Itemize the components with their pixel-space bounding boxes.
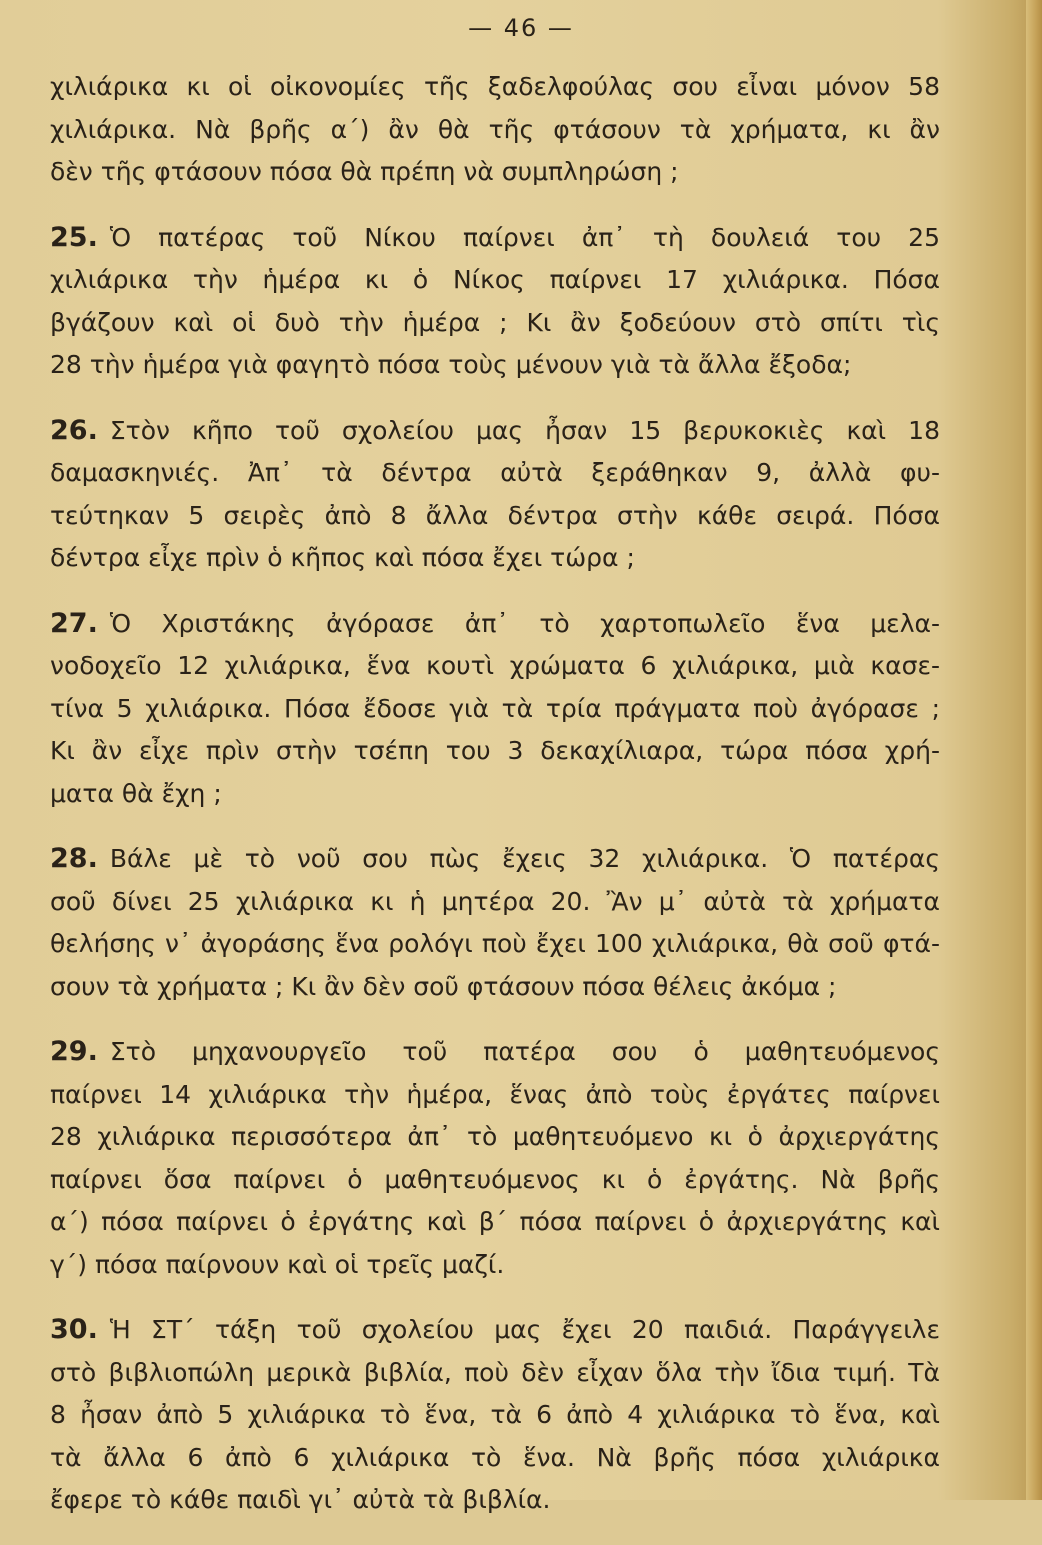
line-text: δαμασκηνιές. Ἀπ᾽ τὰ δέντρα αὐτὰ ξεράθηκαν 9, ἀλλὰ φυ- [50, 458, 940, 487]
text-line [50, 151, 940, 194]
line-text: γ΄) πόσα παίρνουν καὶ οἱ τρεῖς μαζί. [50, 1249, 505, 1279]
line-text: νοδοχεῖο 12 χιλιάρικα, ἕνα κουτὶ χρώματα 6 χιλιάρικα, μιὰ κασε- [50, 651, 940, 680]
line-text: χιλιάρικα κι οἱ οἰκονομίες τῆς ξαδελφούλας σου εἶναι μόνον 58 [50, 72, 940, 101]
line-text: τὰ ἄλλα 6 ἀπὸ 6 χιλιάρικα τὸ ἕνα. Νὰ βρῆς πόσα χιλιάρικα [50, 1442, 940, 1472]
exercise-paragraph [50, 1309, 940, 1522]
line-text: θελήσης ν᾽ ἀγοράσης ἕνα ρολόγι ποὺ ἔχει 100 χιλιάρικα, θὰ σοῦ φτά- [50, 929, 940, 958]
exercise-paragraph [50, 217, 940, 387]
line-text: 28 τὴν ἡμέρα γιὰ φαγητὸ πόσα τοὺς μένουν γιὰ τὰ ἄλλα ἔξοδα; [50, 350, 852, 379]
text-line [50, 537, 940, 580]
text-line [50, 452, 940, 495]
line-text: Ὁ Χριστάκης ἀγόρασε ἀπ᾽ τὸ χαρτοπωλεῖο ἕνα μελα- [109, 608, 940, 638]
text-line [50, 259, 940, 302]
text-line [50, 109, 940, 152]
line-text: χιλιάρικα τὴν ἡμέρα κι ὁ Νίκος παίρνει 17 χιλιάρικα. Πόσα [50, 265, 940, 294]
line-text: Στὸ μηχανουργεῖο τοῦ πατέρα σου ὁ μαθητευόμενος [109, 1037, 940, 1066]
line-text: σουν τὰ χρήματα ; Κι ἂν δὲν σοῦ φτάσουν πόσα θέλεις ἀκόμα ; [50, 971, 837, 1001]
text-line [50, 1352, 940, 1395]
text-line [50, 495, 940, 538]
text-line [50, 410, 940, 453]
line-text: τίνα 5 χιλιάρικα. Πόσα ἔδοσε γιὰ τὰ τρία πράγματα ποὺ ἀγόρασε ; [50, 693, 940, 723]
page-edge [1026, 0, 1042, 1500]
text-line [50, 966, 940, 1009]
line-text: βγάζουν καὶ οἱ δυὸ τὴν ἡμέρα ; Κι ἂν ξοδεύουν στὸ σπίτι τὶς [50, 307, 940, 337]
line-text: Βάλε μὲ τὸ νοῦ σου πὼς ἔχεις 32 χιλιάρικα. Ὁ πατέρας [109, 844, 940, 873]
line-text: τεύτηκαν 5 σειρὲς ἀπὸ 8 ἄλλα δέντρα στὴν κάθε σειρά. Πόσα [50, 500, 940, 530]
exercise-number: 28. [50, 843, 98, 874]
text-line [50, 645, 940, 688]
exercise-number: 30. [50, 1314, 98, 1345]
exercise-number: 25. [50, 221, 98, 253]
exercise-paragraph [50, 838, 940, 1008]
line-text: 8 ἦσαν ἀπὸ 5 χιλιάρικα τὸ ἕνα, τὰ 6 ἀπὸ 4 χιλιάρικα τὸ ἕνα, καὶ [50, 1400, 940, 1429]
text-line [50, 1244, 940, 1287]
text-line [50, 1031, 940, 1074]
line-text: σοῦ δίνει 25 χιλιάρικα κι ἡ μητέρα 20. Ἂν μ᾽ αὐτὰ τὰ χρήματα [50, 886, 940, 916]
line-text: χιλιάρικα. Νὰ βρῆς α΄) ἂν θὰ τῆς φτάσουν τὰ χρήματα, κι ἂν [50, 114, 940, 144]
exercise-paragraph [50, 66, 940, 194]
text-line [50, 1394, 940, 1437]
line-text: Στὸν κῆπο τοῦ σχολείου μας ἦσαν 15 βερυκοκιὲς καὶ 18 [109, 415, 940, 445]
text-line [50, 730, 940, 773]
text-line [50, 1116, 940, 1159]
line-text: 28 χιλιάρικα περισσότερα ἀπ᾽ τὸ μαθητευόμενο κι ὁ ἀρχιεργάτης [50, 1122, 940, 1151]
text-line [50, 773, 940, 816]
line-text: Ὁ πατέρας τοῦ Νίκου παίρνει ἀπ᾽ τὴ δουλειά του 25 [109, 222, 940, 252]
line-text: ἔφερε τὸ κάθε παιδὶ γι᾽ αὐτὰ τὰ βιβλία. [50, 1485, 551, 1514]
line-text: στὸ βιβλιοπώλη μερικὰ βιβλία, ποὺ δὲν εἶχαν ὅλα τὴν ἴδια τιμή. Τὰ [50, 1357, 940, 1387]
exercise-paragraph [50, 1031, 940, 1286]
text-line [50, 1437, 940, 1480]
text-line [50, 838, 940, 881]
exercise-paragraph [50, 603, 940, 816]
text-line [50, 881, 940, 924]
text-line [50, 1309, 940, 1352]
text-line [50, 1159, 940, 1202]
page-content [50, 66, 940, 1545]
text-line [50, 1479, 940, 1522]
text-line [50, 923, 940, 966]
line-text: παίρνει 14 χιλιάρικα τὴν ἡμέρα, ἕνας ἀπὸ τοὺς ἐργάτες παίρνει [50, 1079, 940, 1109]
text-line [50, 603, 940, 646]
exercise-number: 27. [50, 607, 98, 639]
line-text: Ἡ ΣΤ΄ τάξη τοῦ σχολείου μας ἔχει 20 παιδιά. Παράγγειλε [109, 1315, 940, 1344]
text-line [50, 1074, 940, 1117]
text-line [50, 688, 940, 731]
exercise-paragraph [50, 410, 940, 580]
text-line [50, 1201, 940, 1244]
text-line [50, 344, 940, 387]
line-text: Κι ἂν εἶχε πρὶν στὴν τσέπη του 3 δεκαχίλιαρα, τώρα πόσα χρή- [50, 736, 940, 765]
line-text: παίρνει ὅσα παίρνει ὁ μαθητευόμενος κι ὁ ἐργάτης. Νὰ βρῆς [50, 1164, 940, 1194]
line-text: δέντρα εἶχε πρὶν ὁ κῆπος καὶ πόσα ἔχει τώρα ; [50, 543, 635, 572]
line-text: α΄) πόσα παίρνει ὁ ἐργάτης καὶ β΄ πόσα παίρνει ὁ ἀρχιεργάτης καὶ [50, 1207, 940, 1236]
exercise-number: 29. [50, 1036, 98, 1067]
exercise-number: 26. [50, 414, 98, 446]
line-text: δὲν τῆς φτάσουν πόσα θὰ πρέπη νὰ συμπληρώση ; [50, 157, 679, 186]
line-text: ματα θὰ ἔχη ; [50, 778, 222, 808]
page-number: — 46 — [468, 14, 574, 42]
text-line [50, 302, 940, 345]
text-line [50, 217, 940, 260]
text-line [50, 66, 940, 109]
